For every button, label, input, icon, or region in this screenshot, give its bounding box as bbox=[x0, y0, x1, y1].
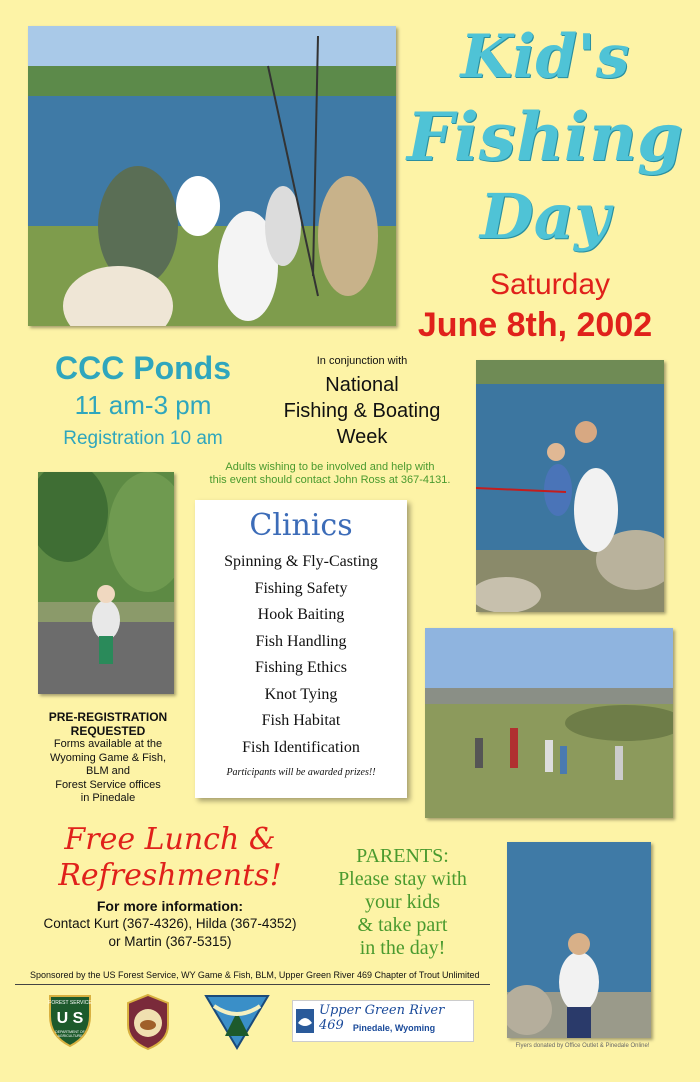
photo-man-and-boy-fishing bbox=[476, 360, 664, 612]
parents-line-1: PARENTS: bbox=[356, 845, 449, 867]
parents-block bbox=[310, 845, 495, 960]
preregistration-line-1: PRE-REGISTRATION bbox=[48, 710, 168, 724]
preregistration-line-7: in Pinedale bbox=[80, 792, 136, 804]
parents-line-5: in the day! bbox=[359, 937, 446, 959]
preregistration-line-3: Forms available at the bbox=[53, 738, 163, 750]
photo-child-at-water bbox=[507, 842, 651, 1038]
volunteer-line-2: this event should contact John Ross at 367-4131. bbox=[209, 474, 451, 486]
sponsors-divider bbox=[15, 984, 490, 985]
clinics-prize-note: Participants will be awarded prizes!! bbox=[226, 767, 376, 778]
photo-credit: Flyers donated by Office Outlet & Pinedale Online! bbox=[515, 1043, 650, 1049]
usfs-logo-top-text: FOREST SERVICE bbox=[48, 1000, 92, 1006]
preregistration-line-2: REQUESTED bbox=[70, 724, 146, 738]
title-line-3: Day bbox=[480, 180, 610, 253]
usfs-logo-letters: U S bbox=[56, 1010, 84, 1027]
clinic-item: Spinning & Fly-Casting bbox=[224, 553, 378, 570]
conjunction-line-2: Fishing & Boating bbox=[283, 400, 441, 422]
clinic-item: Hook Baiting bbox=[257, 606, 345, 623]
usfs-logo bbox=[42, 992, 98, 1048]
location-name: CCC Ponds bbox=[55, 350, 231, 386]
trout-unlimited-name: Upper Green River 469 bbox=[319, 1003, 445, 1033]
clinic-item: Fish Habitat bbox=[261, 712, 341, 729]
clinic-item: Fishing Ethics bbox=[254, 659, 347, 676]
parents-line-3: your kids bbox=[365, 891, 440, 913]
parents-line-4: & take part bbox=[357, 914, 448, 936]
conjunction-line-1: National bbox=[325, 374, 399, 396]
clinic-item: Knot Tying bbox=[264, 685, 338, 703]
conjunction-line-3: Week bbox=[336, 426, 388, 448]
info-line-2: or Martin (367-5315) bbox=[108, 934, 232, 949]
blm-logo bbox=[204, 992, 270, 1050]
date-full: June 8th, 2002 bbox=[417, 306, 653, 344]
clinic-item: Fishing Safety bbox=[254, 579, 348, 597]
preregistration-line-4: Wyoming Game & Fish, bbox=[49, 751, 167, 764]
lunch-line-2: Refreshments! bbox=[58, 858, 282, 893]
wy-game-fish-logo bbox=[122, 993, 174, 1051]
usfs-logo-bottom-text: DEPARTMENT OF AGRICULTURE bbox=[55, 1030, 85, 1038]
clinics-heading: Clinics bbox=[249, 508, 353, 543]
volunteer-line-1: Adults wishing to be involved and help with bbox=[225, 461, 435, 473]
trout-unlimited-city: Pinedale, Wyoming bbox=[352, 1023, 436, 1033]
sponsors-text: Sponsored by the US Forest Service, WY Game & Fish, BLM, Upper Green River 469 Chapter of Trout Unlimited bbox=[30, 970, 480, 980]
preregistration-line-5: BLM and bbox=[85, 765, 131, 777]
info-line-1: Contact Kurt (367-4326), Hilda (367-4352) bbox=[43, 916, 297, 931]
conjunction-intro: In conjunction with bbox=[316, 355, 408, 367]
location-registration: Registration 10 am bbox=[63, 428, 223, 449]
preregistration-line-6: Forest Service offices bbox=[55, 778, 161, 791]
lunch-line-1: Free Lunch & bbox=[64, 822, 276, 857]
clinic-item: Fish Identification bbox=[242, 738, 360, 756]
photo-kids-in-field bbox=[425, 628, 673, 818]
photo-toddler-on-path bbox=[38, 472, 174, 694]
location-hours: 11 am-3 pm bbox=[74, 390, 212, 420]
title-line-1: Kid's bbox=[460, 22, 630, 92]
parents-line-2: Please stay with bbox=[338, 868, 467, 890]
date-day: Saturday bbox=[489, 268, 611, 301]
photo-group-at-pond bbox=[28, 26, 396, 326]
clinic-item: Fish Handling bbox=[255, 632, 347, 650]
preregistration-block bbox=[28, 710, 188, 806]
title-line-2: Fishing bbox=[406, 98, 684, 176]
trout-unlimited-logo bbox=[292, 1000, 474, 1042]
info-heading: For more information: bbox=[96, 898, 244, 914]
clinics-panel bbox=[195, 500, 407, 798]
